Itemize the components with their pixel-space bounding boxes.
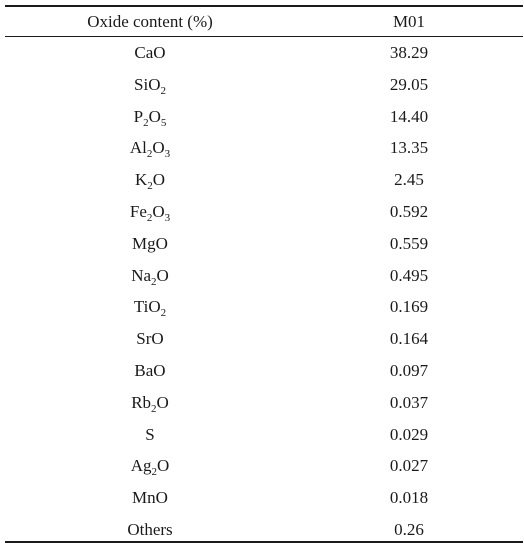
formula-subscript: 2 [146, 211, 153, 224]
formula-element: Fe [129, 201, 147, 221]
table-row [5, 483, 523, 515]
formula-subscript: 2 [151, 402, 157, 415]
formula-element: O [152, 201, 165, 221]
table-row [5, 420, 523, 452]
formula-element: Ba [134, 360, 154, 380]
header-oxide-content: Oxide content (%) [87, 12, 213, 31]
formula-element: O [148, 106, 161, 126]
table-header-rule [5, 36, 523, 37]
formula-element: Ca [134, 43, 154, 62]
table-row [5, 133, 523, 165]
formula-element: Ti [133, 297, 149, 317]
table-body [5, 38, 523, 547]
oxide-name-cell [5, 361, 295, 381]
oxide-value-cell: 0.029 [389, 424, 429, 444]
oxide-value-cell: 0.495 [389, 265, 429, 285]
oxide-value-cell: 2.45 [394, 170, 424, 190]
oxide-name-cell [5, 329, 295, 349]
formula-element: O [153, 360, 166, 380]
oxide-name-cell [5, 107, 295, 127]
oxide-value-cell: 0.097 [389, 360, 429, 380]
table-row [5, 324, 523, 356]
oxide-name-cell [5, 234, 295, 254]
table-row [5, 165, 523, 197]
oxide-name-cell [5, 43, 295, 63]
oxide-value-cell: 38.29 [389, 43, 429, 62]
oxide-value-cell: 0.169 [389, 297, 429, 317]
oxide-name-cell [5, 488, 295, 508]
formula-subscript: 2 [160, 307, 167, 320]
oxide-name-cell [5, 75, 295, 95]
formula-element: Si [134, 74, 149, 94]
formula-subscript: 2 [151, 275, 157, 288]
oxide-value-cell: 0.027 [389, 456, 429, 476]
formula-element: O [152, 138, 165, 158]
formula-subscript: 2 [147, 180, 153, 193]
formula-subscript: 2 [146, 148, 153, 161]
formula-element: Na [131, 265, 152, 285]
table-row [5, 197, 523, 229]
formula-element: Mg [132, 233, 156, 253]
formula-element: O [151, 329, 164, 349]
oxide-value-cell: 29.05 [389, 74, 429, 94]
formula-element: O [152, 170, 166, 190]
formula-element: Mn [132, 488, 156, 508]
formula-element: O [148, 74, 161, 94]
oxide-name-cell [5, 393, 295, 413]
formula-element: O [153, 43, 166, 62]
oxide-name-cell [5, 520, 295, 540]
table-header-row [5, 7, 523, 36]
table-row [5, 292, 523, 324]
oxide-value-cell: 0.26 [394, 519, 424, 539]
oxide-value-cell: 0.559 [389, 233, 429, 253]
formula-subscript: 3 [164, 211, 171, 224]
formula-subscript: 2 [160, 84, 166, 97]
formula-element: Others [127, 519, 173, 539]
oxide-value-cell: 14.40 [389, 106, 429, 126]
oxide-value-cell: 0.164 [389, 329, 429, 349]
oxide-value-cell: 0.037 [389, 392, 429, 412]
formula-subscript: 5 [160, 116, 167, 129]
formula-element: Rb [131, 392, 152, 412]
oxide-name-cell [5, 456, 295, 479]
oxide-name-cell [5, 425, 295, 445]
formula-subscript: 2 [143, 116, 149, 129]
oxide-value-cell: 13.35 [389, 138, 429, 158]
formula-element: O [155, 233, 168, 253]
formula-subscript: 3 [164, 148, 171, 161]
table-row [5, 102, 523, 134]
oxide-name-cell [5, 266, 295, 286]
oxide-name-cell [5, 297, 295, 320]
table-row [5, 38, 523, 70]
formula-element: Sr [136, 329, 152, 349]
formula-element: O [148, 297, 161, 317]
oxide-name-cell [5, 138, 295, 161]
table-bottom-rule [5, 541, 523, 543]
formula-element: P [133, 106, 144, 126]
formula-element: O [155, 488, 168, 508]
formula-element: S [145, 424, 155, 444]
oxide-value-cell: 0.018 [389, 488, 429, 508]
table-row [5, 356, 523, 388]
table-row [5, 261, 523, 293]
formula-subscript: 2 [151, 466, 157, 479]
formula-element: O [156, 392, 169, 412]
oxide-name-cell [5, 202, 295, 222]
formula-element: O [157, 456, 170, 476]
table-row [5, 229, 523, 261]
formula-element: Ag [130, 456, 152, 476]
table-row [5, 388, 523, 420]
header-sample-m01: M01 [392, 12, 426, 31]
formula-element: Al [129, 138, 147, 158]
formula-element: O [156, 265, 169, 285]
table-row [5, 451, 523, 483]
table-row [5, 70, 523, 102]
oxide-name-cell [5, 170, 295, 193]
formula-element: K [134, 170, 148, 190]
oxide-value-cell: 0.592 [389, 201, 429, 221]
